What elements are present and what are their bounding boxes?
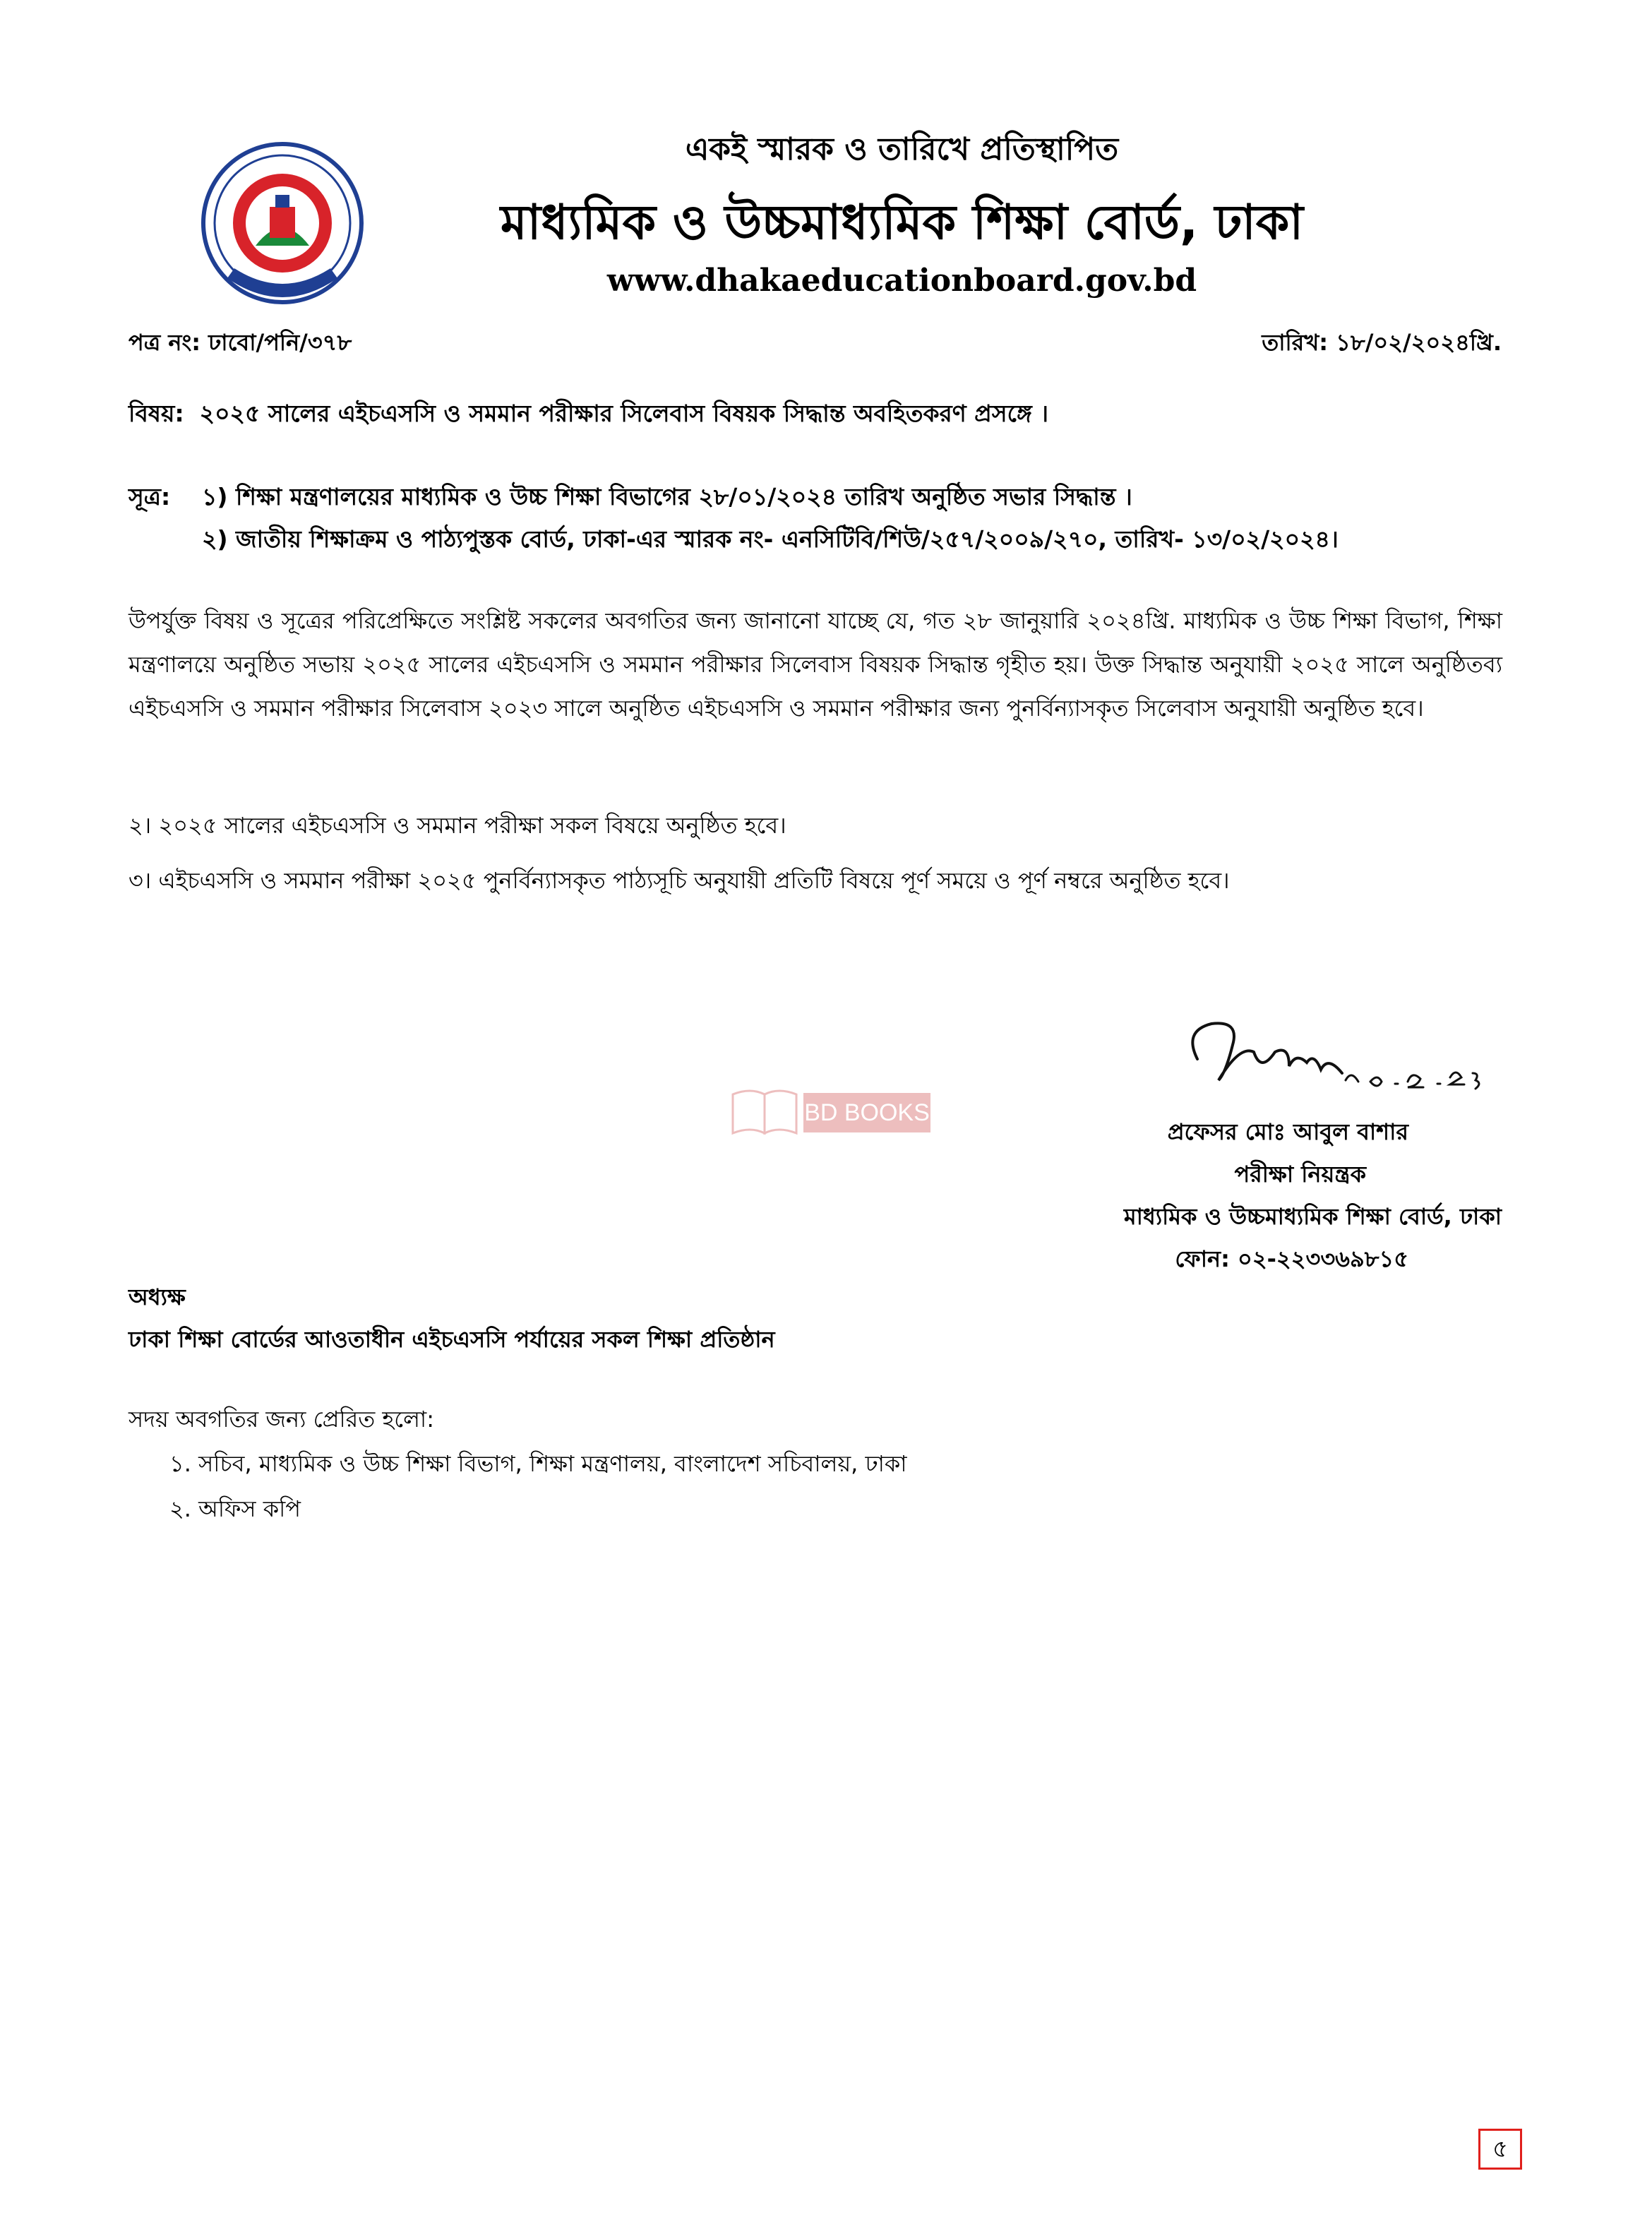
body-paragraph: উপর্যুক্ত বিষয় ও সূত্রের পরিপ্রেক্ষিতে সংশ্লিষ্ট সকলের অবগতির জন্য জানানো যাচ্ছে যে, গত ২৮ জানুয়ারি ২০২৪খ্রি. মাধ্যমিক ও উচ্চ শিক্ষা বিভাগ, শিক্ষা মন্ত্রণালয়ে অনুষ্ঠিত সভায় ২০২৫ সালের এইচএসসি ও সমমান পরীক্ষার সিলেবাস বিষয়ক সিদ্ধান্ত গৃহীত হয়। উক্ত সিদ্ধান্ত অনুযায়ী ২০২৫ সালে অনুষ্ঠিতব্য এইচএসসি ও সমমান পরীক্ষার সিলেবাস ২০২৩ সালে অনুষ্ঠিত এইচএসসি ও সমমান পরীক্ষার জন্য পুনর্বিন্যাসকৃত সিলেবাস অনুযায়ী অনুষ্ঠিত হবে। xyxy=(128,607,1502,722)
signer-designation: পরীক্ষা নিয়ন্ত্রক xyxy=(1234,1161,1366,1188)
bd-books-watermark xyxy=(726,1073,938,1151)
recipient-institutions: ঢাকা শিক্ষা বোর্ডের আওতাধীন এইচএসসি পর্যায়ের সকল শিক্ষা প্রতিষ্ঠান xyxy=(128,1326,775,1353)
recipient-title: অধ্যক্ষ xyxy=(128,1284,186,1310)
letter-date: তারিখ: ১৮/০২/২০২৪খ্রি. xyxy=(1262,329,1502,356)
handwritten-signature xyxy=(1169,1003,1508,1116)
body-point-2: ২। ২০২৫ সালের এইচএসসি ও সমমান পরীক্ষা সকল বিষয়ে অনুষ্ঠিত হবে। xyxy=(128,812,786,839)
restamp-heading: একই স্মারক ও তারিখে প্রতিস্থাপিত xyxy=(685,131,1119,167)
signer-phone: ফোন: ০২-২২৩৩৬৯৮১৫ xyxy=(1175,1245,1408,1272)
reference-item-2: ২) জাতীয় শিক্ষাক্রম ও পাঠ্যপুস্তক বোর্ড, ঢাকা-এর স্মারক নং- এনসিটিবি/শিউ/২৫৭/২০০৯/২৭০, তারিখ- ১৩/০২/২০২৪। xyxy=(202,525,1339,553)
copy-to-item-1: ১. সচিব, মাধ্যমিক ও উচ্চ শিক্ষা বিভাগ, শিক্ষা মন্ত্রণালয়, বাংলাদেশ সচিবালয়, ঢাকা xyxy=(169,1450,907,1477)
watermark-text: BD BOOKS xyxy=(804,1099,930,1126)
copy-to-label: সদয় অবগতির জন্য প্রেরিত হলো: xyxy=(128,1406,434,1433)
body-point-3: ৩। এইচএসসি ও সমমান পরীক্ষা ২০২৫ পুনর্বিন্যাসকৃত পাঠ্যসূচি অনুযায়ী প্রতিটি বিষয়ে পূর্ণ সময়ে ও পূর্ণ নম্বরে অনুষ্ঠিত হবে। xyxy=(128,867,1230,894)
subject-text: ২০২৫ সালের এইচএসসি ও সমমান পরীক্ষার সিলেবাস বিষয়ক সিদ্ধান্ত অবহিতকরণ প্রসঙ্গে । xyxy=(199,400,1049,427)
page-number: ৫ xyxy=(1478,2129,1522,2170)
board-name-heading: মাধ্যমিক ও উচ্চমাধ্যমিক শিক্ষা বোর্ড, ঢাকা xyxy=(500,195,1304,251)
subject-label: বিষয়: xyxy=(128,400,184,427)
website-link[interactable]: www.dhakaeducationboard.gov.bd xyxy=(606,263,1197,299)
signer-name: প্রফেসর মোঃ আবুল বাশার xyxy=(1167,1118,1408,1145)
signer-office: মাধ্যমিক ও উচ্চমাধ্যমিক শিক্ষা বোর্ড, ঢাকা xyxy=(1123,1203,1502,1230)
subject-line xyxy=(128,395,1048,435)
references-label: সূত্র: xyxy=(128,483,171,510)
reference-item-1: ১) শিক্ষা মন্ত্রণালয়ের মাধ্যমিক ও উচ্চ শিক্ষা বিভাগের ২৮/০১/২০২৪ তারিখ অনুষ্ঠিত সভার সিদ্ধান্ত । xyxy=(202,483,1132,510)
memo-number: পত্র নং: ঢাবো/পনি/৩৭৮ xyxy=(128,329,352,356)
copy-to-item-2: ২. অফিস কপি xyxy=(169,1495,301,1522)
